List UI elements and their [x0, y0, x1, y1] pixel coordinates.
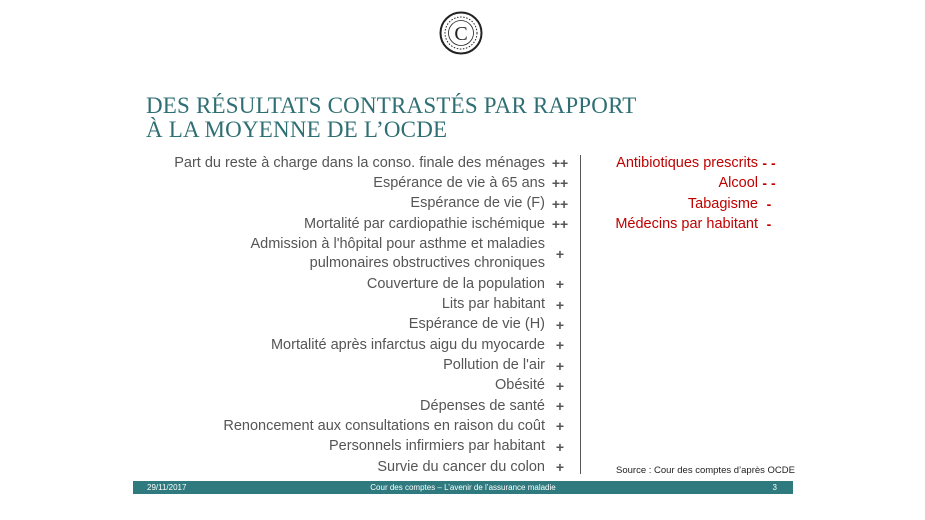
item-rating: ++: [551, 195, 569, 212]
item-label: Couverture de la population: [366, 275, 545, 292]
positive-results-list: [120, 153, 575, 477]
item-label: Espérance de vie à 65 ans: [373, 174, 545, 191]
page-number: 3: [772, 483, 777, 492]
source-note: Source : Cour des comptes d’après OCDE: [616, 465, 795, 476]
item-rating: - -: [762, 175, 776, 192]
item-rating: +: [555, 276, 565, 293]
item-label: Mortalité par cardiopathie ischémique: [304, 215, 545, 232]
item-rating: +: [555, 438, 565, 455]
item-label: Lits par habitant: [441, 296, 545, 313]
item-label: Part du reste à charge dans la conso. finale des ménages: [174, 154, 545, 171]
item-rating: +: [555, 296, 565, 313]
page-title: [146, 94, 637, 142]
list-item: [120, 173, 575, 193]
list-item: [120, 294, 575, 314]
list-item: [120, 194, 575, 214]
item-label-line: Admission à l'hôpital pour asthme et maladies: [250, 236, 545, 253]
list-item: [120, 315, 575, 335]
item-label: Tabagisme: [687, 195, 758, 212]
item-label: Pollution de l'air: [443, 357, 545, 374]
item-rating: +: [555, 418, 565, 435]
footer-title: Cour des comptes – L’avenir de l’assurance maladie: [370, 483, 556, 492]
item-label: Renoncement aux consultations en raison du coût: [223, 417, 545, 434]
item-rating: -: [766, 195, 772, 212]
list-item: [120, 274, 575, 294]
list-item: [590, 194, 780, 214]
item-rating: ++: [551, 216, 569, 233]
item-label: Alcool: [718, 175, 758, 192]
cour-des-comptes-logo: [439, 11, 483, 55]
column-divider: [580, 155, 581, 474]
svg-text:C: C: [454, 23, 468, 45]
item-rating: -: [766, 216, 772, 233]
list-item: [590, 173, 780, 193]
item-rating: +: [555, 246, 565, 263]
list-item: [120, 335, 575, 355]
item-rating: - -: [762, 155, 776, 172]
title-line-2: À LA MOYENNE DE L’OCDE: [146, 117, 448, 142]
list-item: [120, 416, 575, 436]
item-rating: +: [555, 398, 565, 415]
item-label: Médecins par habitant: [615, 216, 758, 233]
footer-bar: [133, 481, 793, 494]
item-rating: +: [555, 357, 565, 374]
item-label: Personnels infirmiers par habitant: [329, 438, 545, 455]
item-label: Antibiotiques prescrits: [616, 155, 758, 172]
list-item: [590, 153, 780, 173]
list-item: [120, 396, 575, 416]
item-label: Obésité: [495, 377, 545, 394]
item-rating: +: [555, 316, 565, 333]
item-label: Espérance de vie (H): [408, 316, 545, 333]
negative-results-list: [590, 153, 780, 234]
list-item: [120, 376, 575, 396]
list-item: [590, 214, 780, 234]
item-rating: +: [555, 459, 565, 475]
list-item: [120, 437, 575, 457]
item-label: Survie du cancer du colon: [377, 458, 545, 475]
title-line-1: DES RÉSULTATS CONTRASTÉS PAR RAPPORT: [146, 93, 637, 118]
list-item: [120, 457, 575, 477]
item-label: Dépenses de santé: [420, 397, 545, 414]
item-rating: +: [555, 337, 565, 354]
footer-date: 29/11/2017: [147, 483, 187, 492]
list-item: [120, 234, 575, 274]
list-item: [120, 355, 575, 375]
item-rating: ++: [551, 155, 569, 172]
list-item: [120, 214, 575, 234]
list-item: [120, 153, 575, 173]
item-label: Mortalité après infarctus aigu du myocarde: [270, 336, 545, 353]
item-label: Espérance de vie (F): [410, 195, 545, 212]
item-rating: ++: [551, 175, 569, 192]
item-label: [250, 235, 545, 273]
item-label-line: pulmonaires obstructives chroniques: [309, 255, 545, 272]
item-rating: +: [555, 377, 565, 394]
